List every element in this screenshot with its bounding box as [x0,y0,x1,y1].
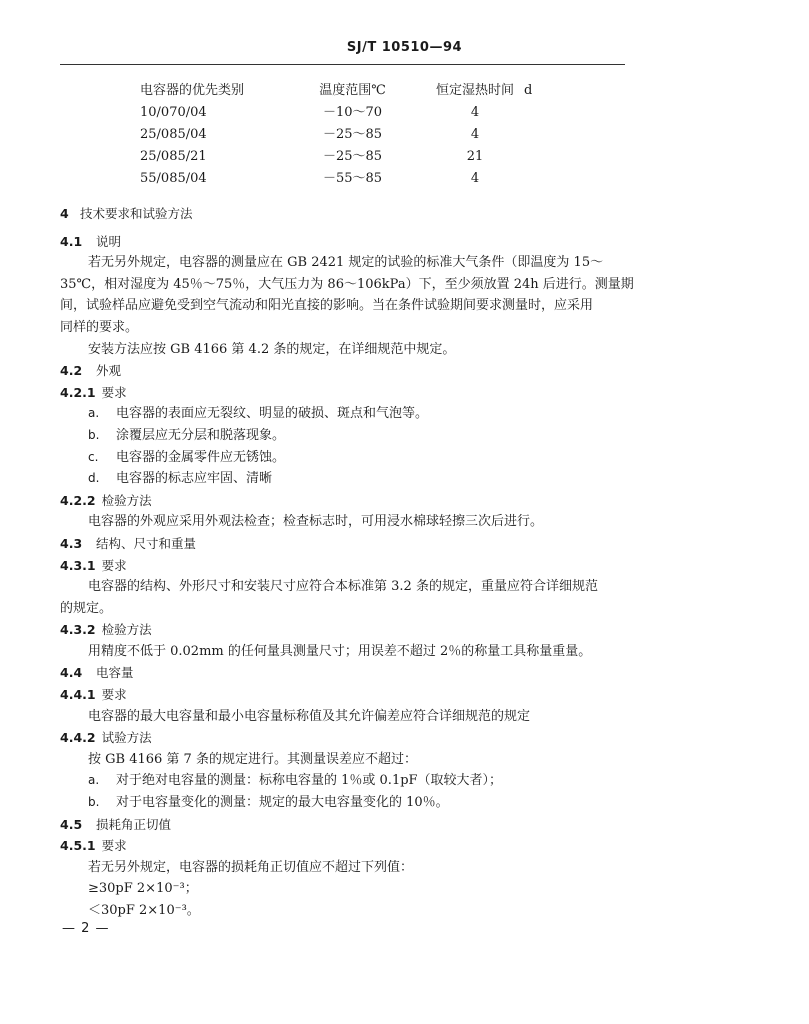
section-number: 4.3.1 [60,557,96,573]
section-heading [60,684,625,706]
table-cell: 4 [470,127,480,142]
section-number: 4.2 [60,363,83,379]
section-title: 说明 [96,233,122,249]
table-cell: －25～85 [322,149,383,164]
section-number: 4.3 [60,535,83,551]
section-title: 检验方法 [101,622,152,638]
table-cell: －10～70 [322,105,383,120]
section-heading [60,360,625,382]
header-rule [60,64,625,65]
section-title: 电容量 [96,665,134,681]
list-marker: c. [88,449,99,464]
section-title: 要求 [101,687,127,703]
section-title: 要求 [101,384,127,400]
value-line: ＜30pF 2×10⁻³。 [88,903,200,918]
section-title: 外观 [96,363,122,379]
section-number: 4.4.1 [60,687,96,703]
section-number: 4.4.2 [60,730,96,746]
list-text: 电容器的标志应牢固、清晰 [116,471,273,487]
list-text: 对于绝对电容量的测量：标称电容量的 1％或 0.1pF（取较大者）； [116,773,503,789]
section-title: 试验方法 [101,730,152,746]
list-text: 涂覆层应无分层和脱落现象。 [116,427,286,443]
paragraph-line: 35℃，相对湿度为 45％～75％，大气压力为 86～106kPa）下，至少须放置 24h 后进行。测量期 [60,276,634,292]
table-header-category: 电容器的优先类别 [140,83,245,98]
value-line: ≥30pF 2×10⁻³； [88,881,198,897]
document-body [60,203,634,922]
section-title: 要求 [101,557,127,573]
section-number: 4.3.2 [60,622,96,638]
paragraph-line: 同样的要求。 [60,319,139,335]
section-title: 要求 [101,838,127,854]
paragraph-line: 安装方法应按 GB 4166 第 4.2 条的规定，在详细规范中规定。 [88,341,456,357]
list-item [60,792,625,814]
list-marker: a. [88,406,100,421]
table-header-temperature: 温度范围℃ [319,83,386,98]
section-heading [60,662,625,684]
paragraph-line: 按 GB 4166 第 7 条的规定进行。其测量误差应不超过： [88,751,417,767]
section-number: 4.2.1 [60,384,96,400]
list-text: 对于电容量变化的测量：规定的最大电容量变化的 10％。 [116,795,449,811]
table-row [140,168,560,190]
standard-number-header: SJ/T 10510—94 [346,40,463,55]
section-number: 4.1 [60,233,83,249]
section-number: 4.5 [60,816,83,832]
table-cell: 4 [470,171,480,186]
section-heading [60,555,625,577]
section-heading [60,490,625,512]
table-cell: 25/085/04 [140,127,207,142]
paragraph-line: 电容器的最大电容量和最小电容量标称值及其允许偏差应符合详细规范的规定 [88,708,531,724]
table-row [140,124,560,146]
section-heading [60,619,625,641]
table-row [140,146,560,168]
section-heading [60,814,625,836]
section-number: 4.2.2 [60,492,96,508]
paragraph-line: 间，试验样品应避免受到空气流动和阳光直接的影响。当在条件试验期间要求测量时，应采用 [60,298,594,314]
list-marker: b. [88,795,100,810]
section-number: 4.5.1 [60,838,96,854]
table-header-unit: d [524,83,533,98]
list-item [60,447,625,469]
section-heading [60,727,625,749]
table-cell: 4 [470,105,480,120]
section-title: 检验方法 [101,492,152,508]
table-cell: 55/085/04 [140,171,207,186]
table-cell: －55～85 [322,171,383,186]
list-item [60,468,625,490]
paragraph-line: 电容器的结构、外形尺寸和安装尺寸应符合本标准第 3.2 条的规定，重量应符合详细规范 [88,579,598,595]
list-item [60,770,625,792]
table-header-row [140,80,560,102]
list-marker: a. [88,773,100,788]
paragraph-line: 若无另外规定，电容器的测量应在 GB 2421 规定的试验的标准大气条件（即温度为 15～ [88,255,604,271]
table-cell: －25～85 [322,127,383,142]
list-marker: d. [88,471,100,486]
list-marker: b. [88,427,100,442]
paragraph-line: 用精度不低于 0.02mm 的任何量具测量尺寸；用误差不超过 2％的称量工具称量重量。 [88,643,592,659]
list-item [60,425,625,447]
page-number: — 2 — [62,921,110,936]
table-row [140,102,560,124]
paragraph-line: 若无另外规定，电容器的损耗角正切值应不超过下列值： [88,859,414,875]
section-heading [60,835,625,857]
section-title: 技术要求和试验方法 [80,206,193,221]
category-table [140,80,560,190]
section-number: 4.4 [60,665,83,681]
table-cell: 21 [466,149,484,164]
section-heading [60,382,625,404]
table-cell: 10/070/04 [140,105,207,120]
table-cell: 25/085/21 [140,149,207,164]
section-heading [60,533,625,555]
list-text: 电容器的金属零件应无锈蚀。 [116,449,286,465]
section-heading [60,203,625,225]
paragraph-line: 电容器的外观应采用外观法检查；检查标志时，可用浸水棉球轻擦三次后进行。 [88,514,544,530]
list-text: 电容器的表面应无裂纹、明显的破损、斑点和气泡等。 [116,406,429,422]
section-heading [60,231,625,253]
table-header-damp-heat: 恒定湿热时间 [435,83,514,98]
section-number: 4 [60,206,69,221]
section-title: 损耗角正切值 [96,816,172,832]
paragraph-line: 的规定。 [60,600,113,616]
section-title: 结构、尺寸和重量 [96,535,197,551]
list-item [60,403,625,425]
